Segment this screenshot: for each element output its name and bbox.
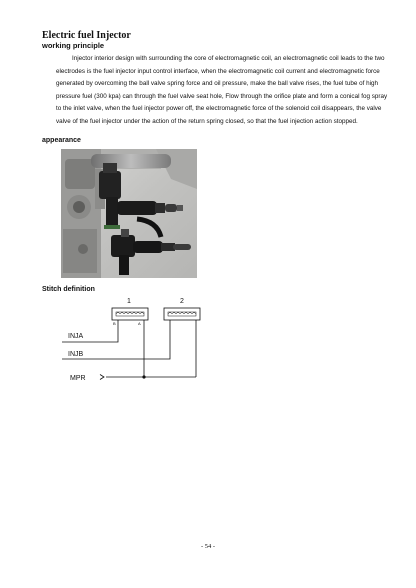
section-heading-stitch-definition: Stitch definition: [42, 286, 95, 293]
section-heading-appearance: appearance: [42, 137, 81, 144]
pin-a-label: A: [138, 321, 141, 326]
working-principle-paragraph: Injector interior design with surrounding the core of electromagnetic coil, an electromagnetic coil leads to the two electrodes is the fuel injector input control interface, when the electromagnetic coil current and electromagnetic force generated by overcoming the ball valve spring force and oil pressure, make the ball valve rises, the fuel tube of high pressure fuel (300 kpa) can through the fuel valve seat hole, Flow through the orifice plate and form a conical fog spray to the inlet valve, when the fuel injector power off, the electromagnetic force of the solenoid coil disappears, the valve valve of the fuel injector under the action of the return spring closed, so that the fuel injection action stopped.: [56, 55, 388, 125]
mpr-arrow-icon: [100, 375, 104, 380]
connector-2-number: 2: [180, 298, 184, 305]
page-title: Electric fuel Injector: [42, 30, 131, 41]
splice-point: [142, 375, 145, 378]
connector-1-number: 1: [127, 298, 131, 305]
connector-2-symbol: [164, 308, 200, 320]
section-heading-working-principle: working principle: [42, 41, 105, 50]
wire-label-inja: INJA: [68, 333, 84, 340]
wire-label-injb: INJB: [68, 351, 84, 358]
wiring-lines: [62, 320, 196, 377]
connector-1-symbol: [112, 308, 148, 320]
wire-label-mpr: MPR: [70, 375, 86, 382]
fuel-injector-photo: [61, 149, 197, 278]
wiring-diagram: [60, 296, 220, 388]
page-number: - 54 -: [200, 543, 216, 550]
pin-b-label: B: [113, 321, 116, 326]
